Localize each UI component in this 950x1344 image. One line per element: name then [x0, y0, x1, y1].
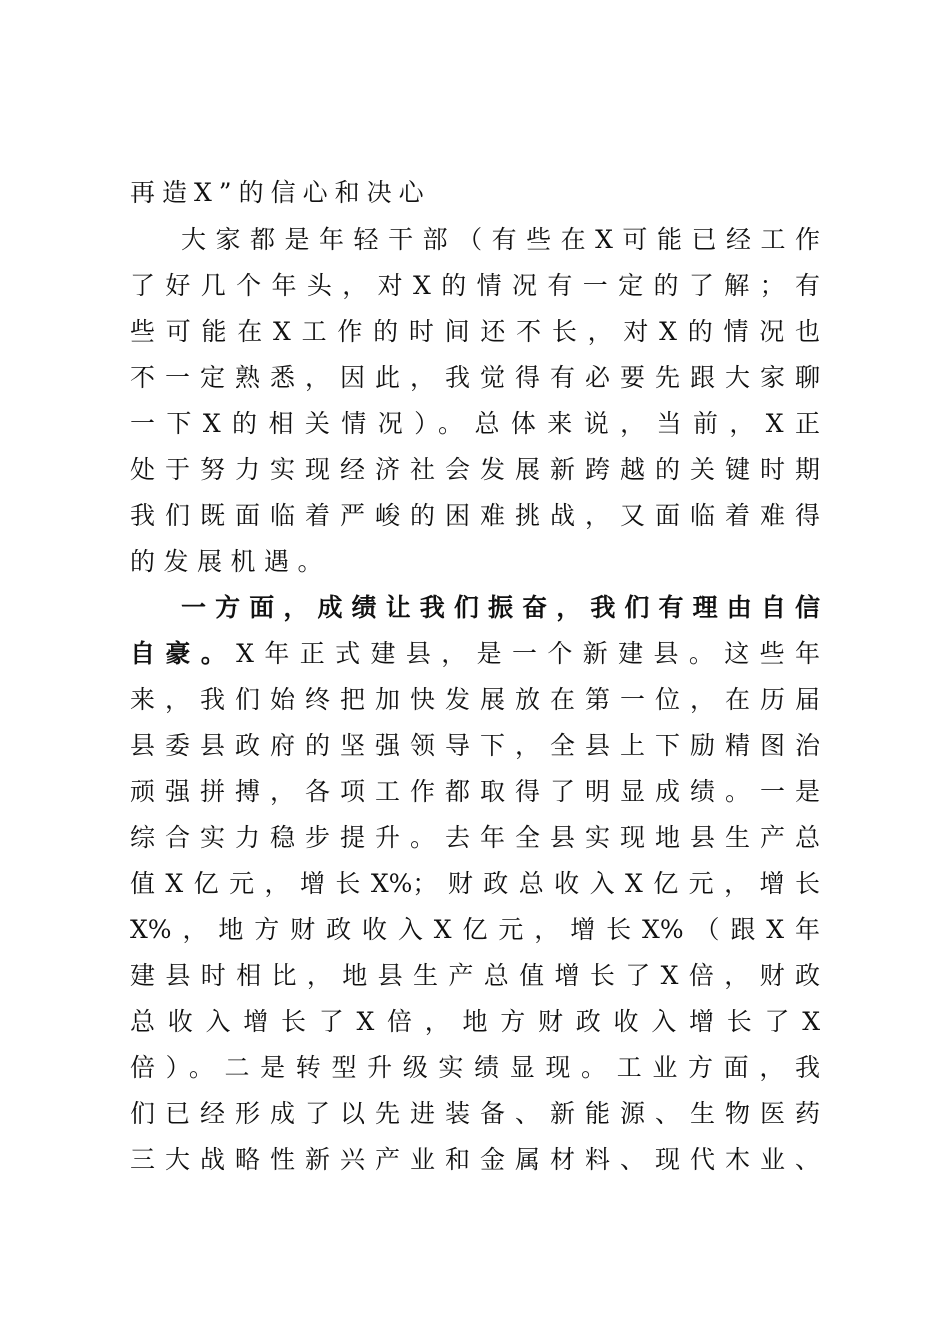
paragraph-2-line: X%，地方财政收入X亿元，增长X%（跟X年: [130, 915, 820, 944]
paragraph-2-bold-lead: 一方面，成绩让我们振奋，我们有理由自信: [181, 593, 820, 622]
paragraph-2-bold-end: 自豪。: [130, 639, 237, 668]
section-heading: 再造X”的信心和决心: [130, 178, 431, 207]
paragraph-2-line: 来，我们始终把加快发展放在第一位，在历届: [130, 685, 820, 714]
paragraph-2-line: 顽强拼搏，各项工作都取得了明显成绩。一是: [130, 777, 820, 806]
paragraph-1-line: 的发展机遇。: [130, 547, 332, 576]
paragraph-2-line: 建县时相比，地县生产总值增长了X倍，财政: [130, 961, 820, 990]
paragraph-1-line: 一下X的相关情况）。总体来说，当前，X正: [130, 409, 820, 438]
paragraph-2-line: 值X亿元，增长X%；财政总收入X亿元，增长: [130, 869, 820, 898]
paragraph-1-line: 我们既面临着严峻的困难挑战，又面临着难得: [130, 501, 820, 530]
paragraph-2-line: 们已经形成了以先进装备、新能源、生物医药: [130, 1099, 820, 1128]
paragraph-1-line: 处于努力实现经济社会发展新跨越的关键时期: [130, 455, 820, 484]
paragraph-2-line-rest: X年正式建县，是一个新建县。这些年: [236, 639, 820, 668]
paragraph-2-line: 三大战略性新兴产业和金属材料、现代木业、: [130, 1145, 820, 1174]
paragraph-1-line: 不一定熟悉，因此，我觉得有必要先跟大家聊: [130, 363, 820, 392]
paragraph-2-line: 综合实力稳步提升。去年全县实现地县生产总: [130, 823, 820, 852]
paragraph-2-line: 倍）。二是转型升级实绩显现。工业方面，我: [130, 1053, 820, 1082]
paragraph-2-line: [130, 634, 820, 674]
paragraph-1-line: 些可能在X工作的时间还不长，对X的情况也: [130, 317, 820, 346]
paragraph-2-line: 总收入增长了X倍，地方财政收入增长了X: [130, 1007, 820, 1036]
paragraph-2-line: 县委县政府的坚强领导下，全县上下励精图治: [130, 731, 820, 760]
paragraph-1-line: 了好几个年头，对X的情况有一定的了解；有: [130, 271, 820, 300]
paragraph-1-line: 大家都是年轻干部（有些在X可能已经工作: [181, 225, 820, 254]
